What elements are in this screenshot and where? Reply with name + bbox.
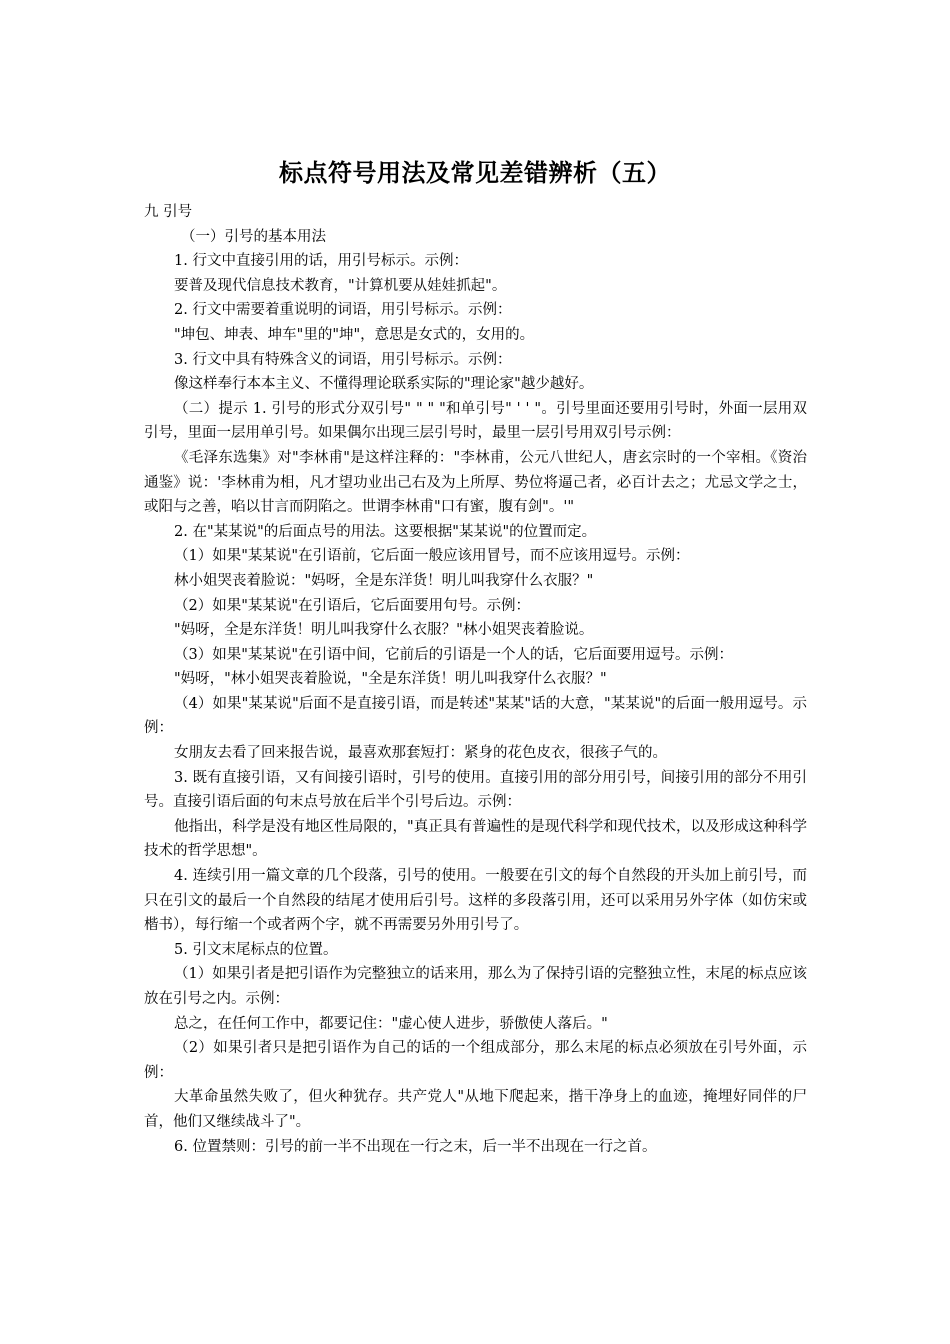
paragraph: 3. 既有直接引语，又有间接引语时，引号的使用。直接引用的部分用引号，间接引用的部分不用引号。直接引语后面的句末点号放在后半个引号后边。示例： xyxy=(144,769,807,811)
paragraph: （4）如果"某某说"后面不是直接引语，而是转述"某某"话的大意，"某某说"的后面一般用逗号。示例： xyxy=(144,695,807,737)
example-text: 《毛泽东选集》对"李林甫"是这样注释的："李林甫，公元八世纪人，唐玄宗时的一个宰相。《资治通鉴》说：'李林甫为相，凡才望功业出己右及为上所厚、势位将逼己者，必百计去之；尤忌文学之士，或阳与之善，啗以甘言而阴陷之。世谓李林甫"口有蜜，腹有剑"。'" xyxy=(144,449,807,516)
paragraph: （二）提示 1. 引号的形式分双引号" " " "和单引号" ' ' "。引号里面还要用引号时，外面一层用双引号，里面一层用单引号。如果偶尔出现三层引号时，最里一层引号用双引号示例： xyxy=(144,400,807,442)
paragraph: 2. 行文中需要着重说明的词语，用引号标示。示例： xyxy=(174,302,512,319)
example-text: 总之，在任何工作中，都要记住："虚心使人进步，骄傲使人落后。" xyxy=(174,1015,608,1032)
example-text: 林小姐哭丧着脸说："妈呀，全是东洋货！明儿叫我穿什么衣服？" xyxy=(174,572,594,589)
example-text: 要普及现代信息技术教育，"计算机要从娃娃抓起"。 xyxy=(174,277,507,294)
paragraph: （2）如果"某某说"在引语后，它后面要用句号。示例： xyxy=(174,597,531,614)
paragraph: 5. 引文末尾标点的位置。 xyxy=(174,941,338,958)
paragraph: 3. 行文中具有特殊含义的词语，用引号标示。示例： xyxy=(174,351,512,368)
paragraph: （1）如果引者是把引语作为完整独立的话来用，那么为了保持引语的完整独立性，末尾的标点应该放在引号之内。示例： xyxy=(144,966,807,1007)
example-text: 他指出，科学是没有地区性局限的，"真正具有普遍性的是现代科学和现代技术，以及形成这种科学技术的哲学思想"。 xyxy=(144,818,807,860)
example-text: "坤包、坤表、坤车"里的"坤"，意思是女式的，女用的。 xyxy=(174,326,535,343)
document-body xyxy=(144,200,807,1159)
paragraph: 6. 位置禁则：引号的前一半不出现在一行之末，后一半不出现在一行之首。 xyxy=(174,1138,657,1155)
paragraph: （3）如果"某某说"在引语中间，它前后的引语是一个人的话，它后面要用逗号。示例： xyxy=(174,646,734,663)
paragraph: 1. 行文中直接引用的话，用引号标示。示例： xyxy=(174,253,468,270)
paragraph: 4. 连续引用一篇文章的几个段落，引号的使用。一般要在引文的每个自然段的开头加上前引号，而只在引文的最后一个自然段的结尾才使用后引号。这样的多段落引用，还可以采用另外字体（如仿宋或楷书），每行缩一个或者两个字，就不再需要另外用引号了。 xyxy=(144,868,807,934)
section-heading: 九 引号 xyxy=(144,204,193,220)
page-title: 标点符号用法及常见差错辨析（五） xyxy=(279,159,671,187)
example-text: "妈呀，"林小姐哭丧着脸说，"全是东洋货！明儿叫我穿什么衣服？" xyxy=(174,671,607,688)
subsection-heading: （一）引号的基本用法 xyxy=(181,228,326,245)
example-text: 大革命虽然失败了，但火种犹存。共产党人"从地下爬起来，揩干净身上的血迹，掩埋好同伴的尸首，他们又继续战斗了"。 xyxy=(144,1089,807,1130)
example-text: "妈呀，全是东洋货！明儿叫我穿什么衣服？"林小姐哭丧着脸说。 xyxy=(174,622,594,639)
example-text: 女朋友去看了回来报告说，最喜欢那套短打：紧身的花色皮衣，很孩子气的。 xyxy=(174,745,667,762)
example-text: 像这样奉行本本主义、不懂得理论联系实际的"理论家"越少越好。 xyxy=(174,376,594,393)
paragraph: 2. 在"某某说"的后面点号的用法。这要根据"某某说"的位置而定。 xyxy=(174,523,597,540)
paragraph: （2）如果引者只是把引语作为自己的话的一个组成部分，那么末尾的标点必须放在引号外面，示例： xyxy=(144,1040,807,1081)
paragraph: （1）如果"某某说"在引语前，它后面一般应该用冒号，而不应该用逗号。示例： xyxy=(174,548,690,565)
